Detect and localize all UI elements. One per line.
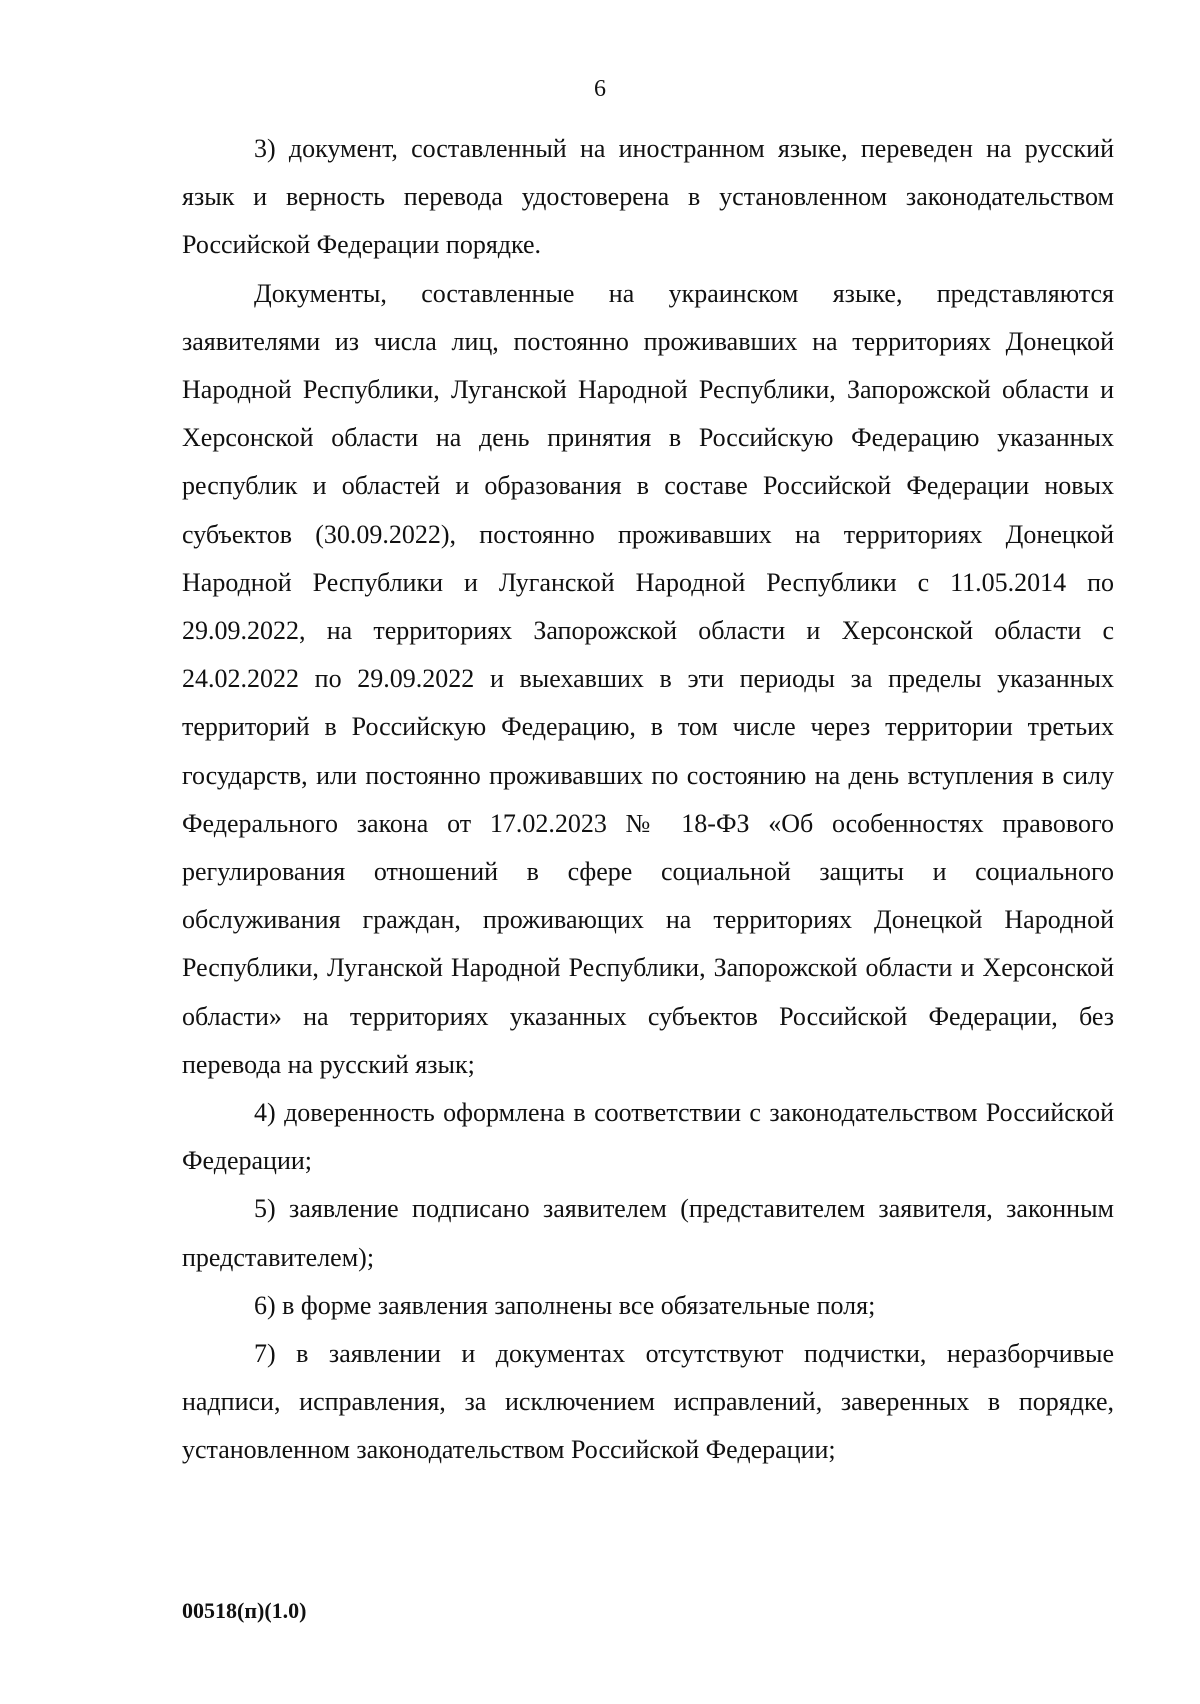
paragraph-item-5: 5) заявление подписано заявителем (представителем заявителя, законным представителем); (182, 1194, 1114, 1272)
paragraph-item-4: 4) доверенность оформлена в соответствии с законодательством Российской Федерации; (182, 1098, 1114, 1176)
paragraph-item-6: 6) в форме заявления заполнены все обязательные поля; (254, 1290, 876, 1320)
page-number: 6 (594, 76, 606, 102)
document-code: 00518(п)(1.0) (182, 1598, 307, 1623)
paragraph-item-3: 3) документ, составленный на иностранном языке, переведен на русский язык и верность перевода удостоверена в установленном законодательством Российской Федерации порядке. (182, 134, 1114, 260)
paragraph-ukrainian-documents: Документы, составленные на украинском языке, представляются заявителями из числа лиц, постоянно проживавших на территориях Донецкой Народной Республики, Луганской Народной Республики, Запорожской области и Херсонской области на день принятия в Российскую Федерацию указанных республик и областей и образования в составе Российской Федерации новых субъектов (30.09.2022), постоянно проживавших на территориях Донецкой Народной Республики и Луганской Народной Республики с 11.05.2014 по 29.09.2022, на территориях Запорожской области и Херсонской области с 24.02.2022 по 29.09.2022 и выехавших в эти периоды за пределы указанных территорий в Российскую Федерацию, в том числе через территории третьих государств, или постоянно проживавших по состоянию на день вступления в силу Федерального закона от 17.02.2023 № 18-ФЗ «Об особенностях правового регулирования отношений в сфере социальной защиты и социального обслуживания граждан, проживающих на территориях Донецкой Народной Республики, Луганской Народной Республики, Запорожской области и Херсонской области» на территориях указанных субъектов Российской Федерации, без перевода на русский язык; (182, 278, 1114, 1079)
document-body (182, 125, 1114, 1475)
paragraph-item-7: 7) в заявлении и документах отсутствуют подчистки, неразборчивые надписи, исправления, за исключением исправлений, заверенных в порядке, установленном законодательством Российской Федерации; (182, 1339, 1114, 1465)
